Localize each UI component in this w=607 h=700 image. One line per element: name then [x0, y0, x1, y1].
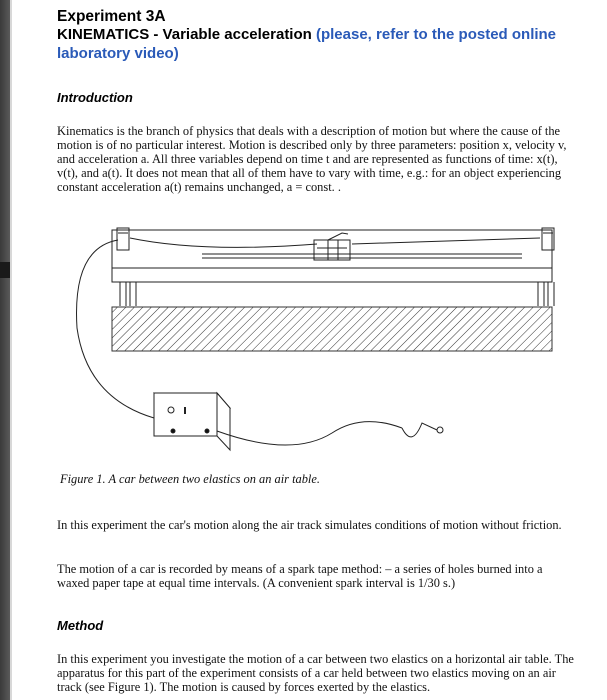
body-paragraph-2: The motion of a car is recorded by means of a spark tape method: – a series of holes burned into a waxed paper tape at equal time intervals. (A convenient spark interval is 1/30 s.): [57, 562, 543, 590]
car: [314, 233, 350, 260]
body-paragraph-1: In this experiment the car's motion along the air track simulates conditions of motion without friction.: [57, 518, 562, 532]
floor-hatch: [112, 307, 552, 351]
page-edge: [10, 0, 12, 700]
window-edge-mark: [0, 262, 10, 278]
experiment-title: Experiment 3A: [57, 8, 166, 25]
introduction-heading: Introduction: [57, 90, 133, 105]
spark-timer: [154, 393, 230, 450]
legs: [120, 282, 554, 306]
figure-air-table: [62, 218, 582, 468]
figure-caption: Figure 1. A car between two elastics on an air table.: [60, 472, 320, 486]
air-table-diagram: [62, 218, 582, 468]
document-subtitle: [57, 26, 592, 63]
introduction-paragraph: Kinematics is the branch of physics that deals with a description of motion but where the cause of the motion is of no particular interest. Motion is described only by three parameters: position x, velocity v, and acceleration a. All three variables depend on time t and are represented as functions of time: x(t), v(t), and a(t). It does not mean that all of them have to vary with time, e.g.: for an object experiencing constant acceleration a(t) remains unchanged, a = const. .: [57, 124, 567, 194]
subtitle-video-note: (please, refer to the posted online laboratory video): [57, 26, 557, 62]
method-paragraph: In this experiment you investigate the motion of a car between two elastics on a horizontal air table. The apparatus for this part of the experiment consists of a car held between two elastics moving on an air track (see Figure 1). The motion is caused by forces exerted by the elastics.: [57, 652, 574, 694]
subtitle-main: KINEMATICS - Variable acceleration: [57, 26, 312, 43]
air-track: [112, 228, 554, 282]
document-header: [57, 7, 592, 63]
window-edge: [0, 0, 10, 700]
method-heading: Method: [57, 618, 104, 633]
